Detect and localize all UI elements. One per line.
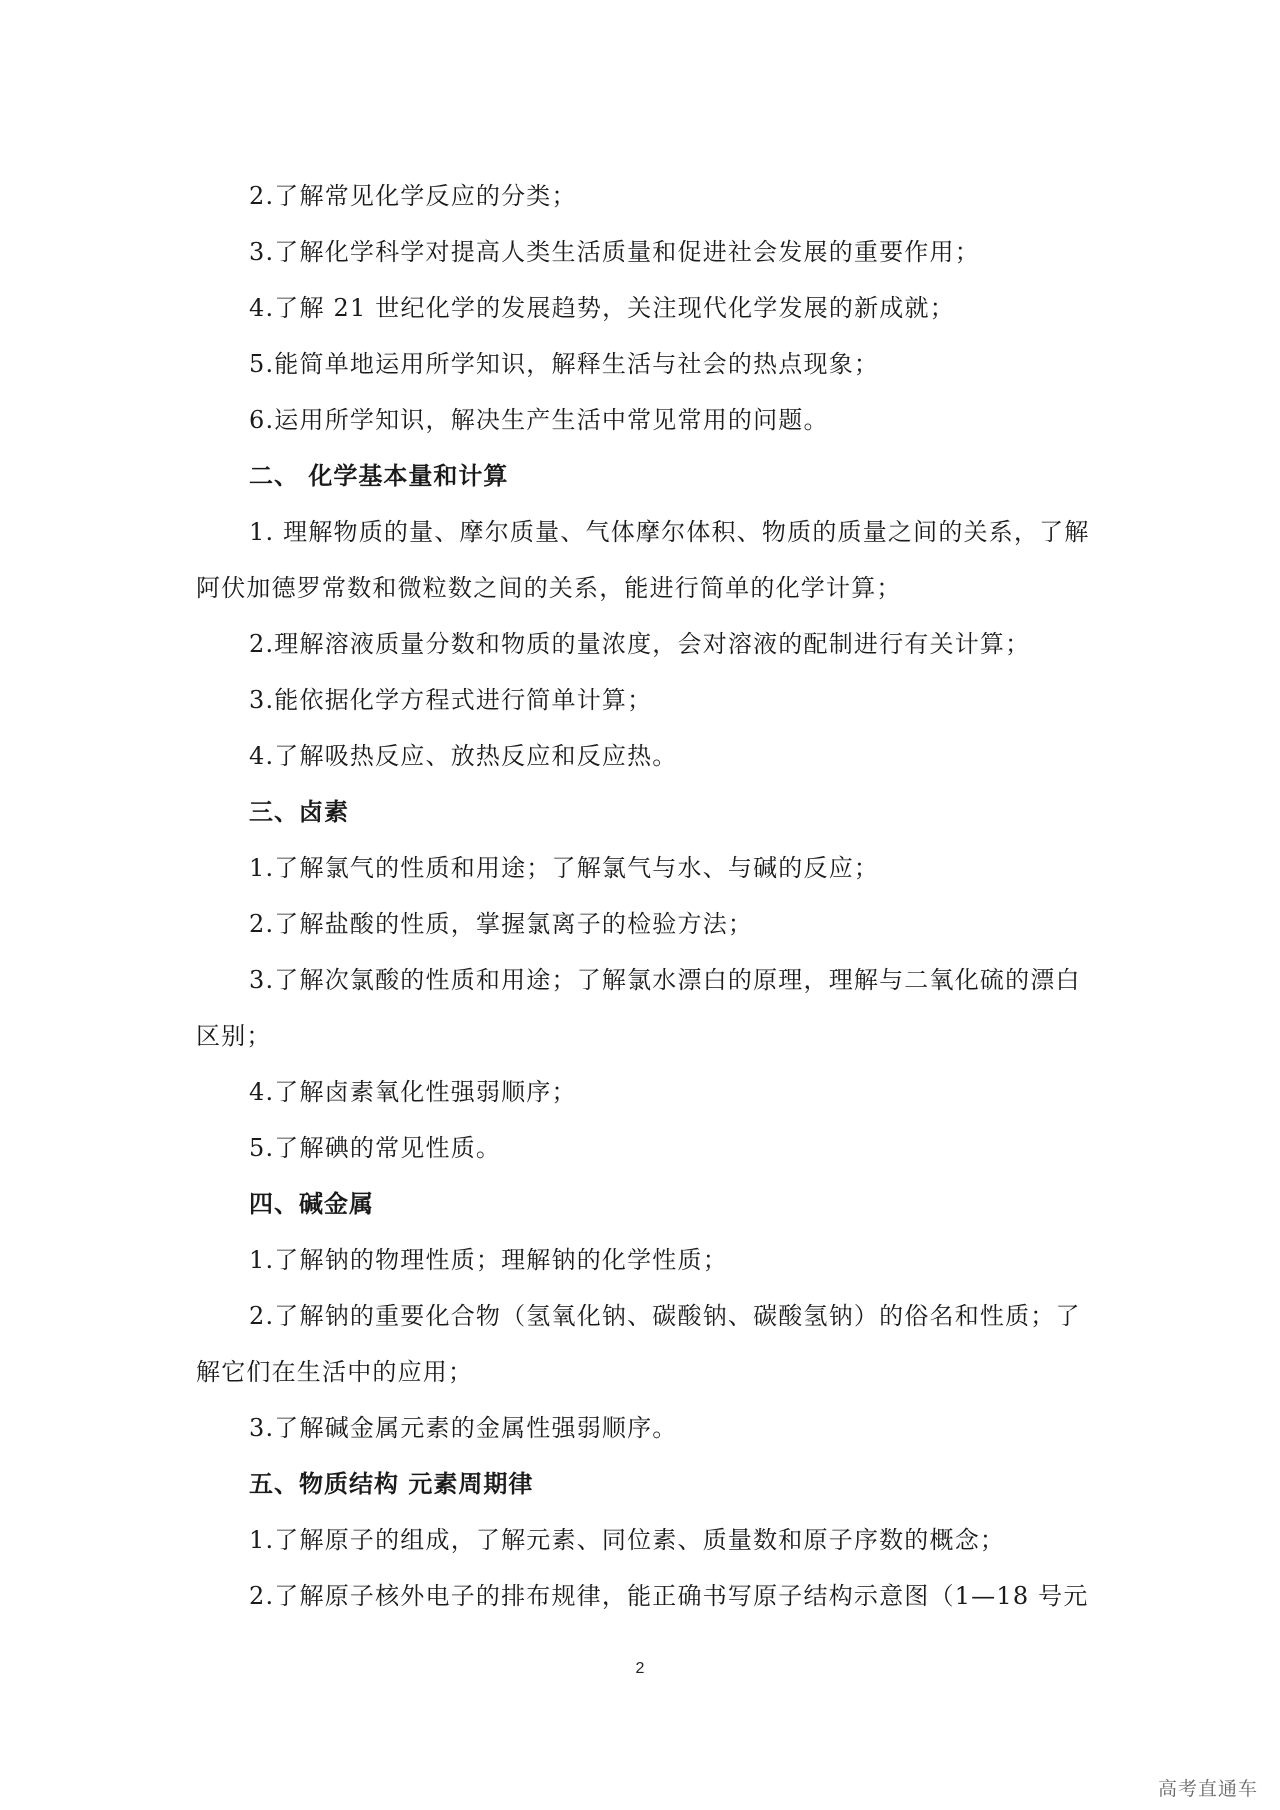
- syllabus-line: 区别；: [196, 1022, 272, 1050]
- syllabus-line: 3.了解化学科学对提高人类生活质量和促进社会发展的重要作用；: [249, 238, 980, 266]
- syllabus-line: 阿伏加德罗常数和微粒数之间的关系，能进行简单的化学计算；: [196, 574, 902, 602]
- syllabus-line: 2.了解盐酸的性质，掌握氯离子的检验方法；: [249, 910, 754, 938]
- syllabus-line: 1.了解钠的物理性质；理解钠的化学性质；: [249, 1246, 728, 1274]
- syllabus-line: 4.了解卤素氧化性强弱顺序；: [249, 1078, 577, 1106]
- section-heading: 四、碱金属: [249, 1190, 374, 1218]
- syllabus-line: 2.理解溶液质量分数和物质的量浓度，会对溶液的配制进行有关计算；: [249, 630, 1031, 658]
- syllabus-line: 3.了解次氯酸的性质和用途；了解氯水漂白的原理，理解与二氧化硫的漂白: [249, 966, 1081, 994]
- watermark-text: 高考直通车: [1157, 1778, 1258, 1800]
- syllabus-line: 1. 理解物质的量、摩尔质量、气体摩尔体积、物质的质量之间的关系，了解: [249, 518, 1090, 546]
- section-heading: 二、 化学基本量和计算: [249, 462, 509, 490]
- syllabus-line: 3.能依据化学方程式进行简单计算；: [249, 686, 653, 714]
- syllabus-line: 2.了解钠的重要化合物（氢氧化钠、碳酸钠、碳酸氢钠）的俗名和性质；了: [249, 1302, 1081, 1330]
- syllabus-line: 5.能简单地运用所学知识，解释生活与社会的热点现象；: [249, 350, 880, 378]
- syllabus-line: 2.了解常见化学反应的分类；: [249, 182, 577, 210]
- section-heading: 五、物质结构 元素周期律: [249, 1470, 534, 1498]
- syllabus-line: 4.了解 21 世纪化学的发展趋势，关注现代化学发展的新成就；: [249, 294, 955, 322]
- syllabus-line: 1.了解氯气的性质和用途；了解氯气与水、与碱的反应；: [249, 854, 880, 882]
- document-body: [196, 168, 1096, 1624]
- section-heading: 三、卤素: [249, 798, 349, 826]
- syllabus-line: 2.了解原子核外电子的排布规律，能正确书写原子结构示意图（1—18 号元: [249, 1582, 1089, 1610]
- page-number: 2: [635, 1660, 645, 1677]
- syllabus-line: 6.运用所学知识，解决生产生活中常见常用的问题。: [249, 406, 829, 434]
- syllabus-line: 3.了解碱金属元素的金属性强弱顺序。: [249, 1414, 678, 1442]
- syllabus-line: 4.了解吸热反应、放热反应和反应热。: [249, 742, 678, 770]
- syllabus-line: 1.了解原子的组成，了解元素、同位素、质量数和原子序数的概念；: [249, 1526, 1006, 1554]
- syllabus-line: 解它们在生活中的应用；: [196, 1358, 474, 1386]
- syllabus-line: 5.了解碘的常见性质。: [249, 1134, 502, 1162]
